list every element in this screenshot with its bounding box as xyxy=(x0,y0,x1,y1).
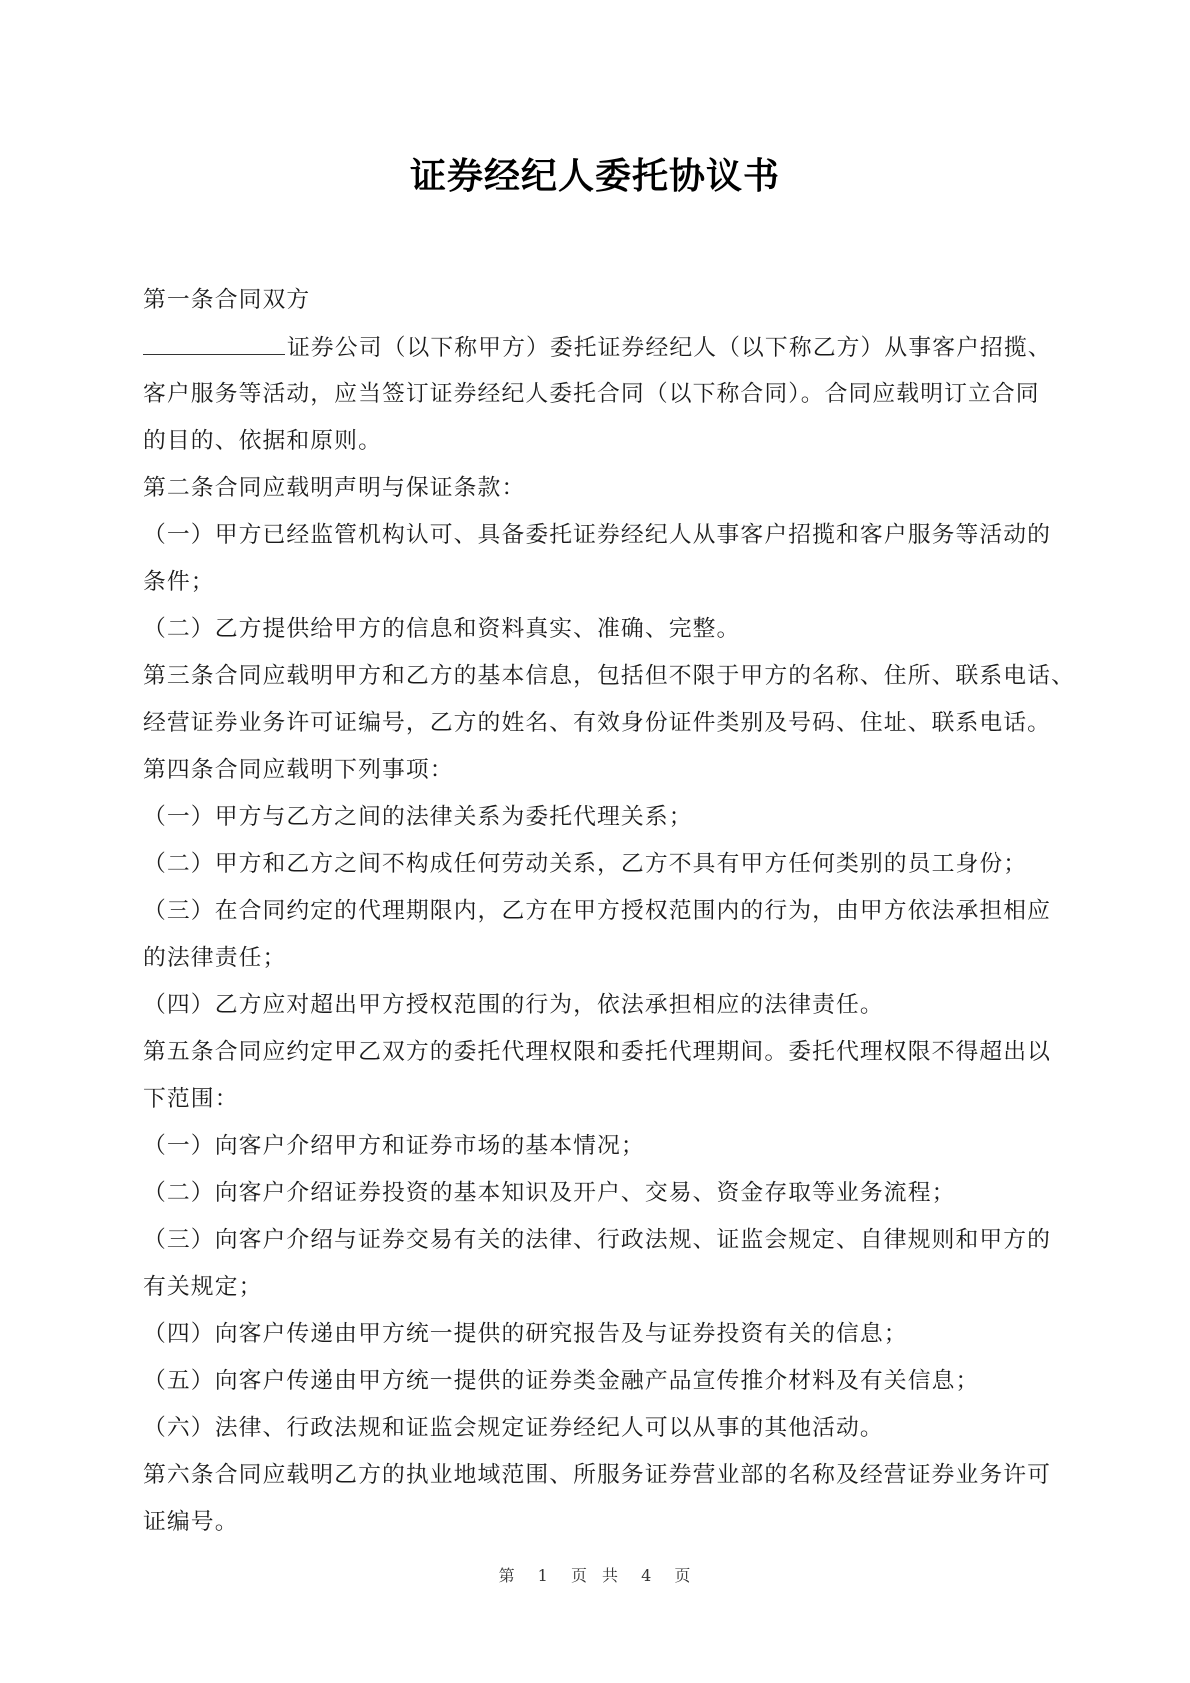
document-line xyxy=(143,1035,1055,1082)
document-line xyxy=(143,518,1055,565)
line-text: 第四条合同应载明下列事项： xyxy=(143,757,454,783)
line-text: 第二条合同应载明声明与保证条款： xyxy=(143,475,526,501)
document-line xyxy=(143,424,1055,471)
document-line xyxy=(143,1129,1055,1176)
document-title: 证券经纪人委托协议书 xyxy=(409,156,780,197)
line-text: （六）法律、行政法规和证监会规定证券经纪人可以从事的其他活动。 xyxy=(143,1415,884,1441)
footer-prefix: 第 xyxy=(498,1566,516,1585)
document-line xyxy=(143,1458,1055,1505)
document-line xyxy=(143,847,1055,894)
line-text: 条件； xyxy=(143,569,215,595)
line-text: 第六条合同应载明乙方的执业地域范围、所服务证券营业部的名称及经营证券业务许可 xyxy=(143,1462,1052,1488)
line-text: 下范围： xyxy=(143,1086,239,1112)
line-text: 第三条合同应载明甲方和乙方的基本信息，包括但不限于甲方的名称、住所、联系电话、 xyxy=(143,663,1075,689)
line-text: 证券公司（以下称甲方）委托证券经纪人（以下称乙方）从事客户招揽、 xyxy=(287,335,1052,361)
document-line xyxy=(143,1270,1055,1317)
line-text: 有关规定； xyxy=(143,1274,263,1300)
line-text: 经营证券业务许可证编号，乙方的姓名、有效身份证件类别及号码、住址、联系电话。 xyxy=(143,710,1052,736)
line-text: 客户服务等活动，应当签订证券经纪人委托合同（以下称合同）。合同应载明订立合同 xyxy=(143,381,1040,407)
footer-middle: 页 共 xyxy=(570,1566,620,1585)
line-text: （一）甲方与乙方之间的法律关系为委托代理关系； xyxy=(143,804,693,830)
line-text: （二）乙方提供给甲方的信息和资料真实、准确、完整。 xyxy=(143,616,741,642)
document-line xyxy=(143,1223,1055,1270)
line-text: （三）在合同约定的代理期限内，乙方在甲方授权范围内的行为，由甲方依法承担相应 xyxy=(143,898,1052,924)
document-line xyxy=(143,941,1055,988)
document-line xyxy=(143,800,1055,847)
document-line xyxy=(143,1176,1055,1223)
document-body xyxy=(143,283,1075,1552)
fill-in-blank[interactable] xyxy=(143,330,285,355)
document-line xyxy=(143,330,1055,377)
document-line xyxy=(143,1364,1055,1411)
document-line xyxy=(143,659,1075,706)
document-line xyxy=(143,377,1055,424)
document-line xyxy=(143,1411,1055,1458)
document-line xyxy=(143,471,1055,518)
document-line xyxy=(143,706,1055,753)
document-line xyxy=(143,988,1055,1035)
footer-page-number: 1 xyxy=(537,1566,549,1585)
document-line xyxy=(143,565,1055,612)
document-line xyxy=(143,1317,1055,1364)
line-text: （五）向客户传递由甲方统一提供的证券类金融产品宣传推介材料及有关信息； xyxy=(143,1368,980,1394)
line-text: 的法律责任； xyxy=(143,945,287,971)
line-text: （三）向客户介绍与证券交易有关的法律、行政法规、证监会规定、自律规则和甲方的 xyxy=(143,1227,1052,1253)
page-footer xyxy=(0,1563,1190,1586)
line-text: 的目的、依据和原则。 xyxy=(143,428,382,454)
document-line xyxy=(143,283,1055,330)
document-line xyxy=(143,1082,1055,1129)
line-text: 证编号。 xyxy=(143,1509,239,1535)
line-text: （二）甲方和乙方之间不构成任何劳动关系，乙方不具有甲方任何类别的员工身份； xyxy=(143,851,1028,877)
line-text: （一）甲方已经监管机构认可、具备委托证券经纪人从事客户招揽和客户服务等活动的 xyxy=(143,522,1052,548)
document-line xyxy=(143,612,1055,659)
line-text: 第一条合同双方 xyxy=(143,287,311,313)
line-text: （四）向客户传递由甲方统一提供的研究报告及与证券投资有关的信息； xyxy=(143,1321,908,1347)
footer-total-pages: 4 xyxy=(641,1566,653,1585)
line-text: （一）向客户介绍甲方和证券市场的基本情况； xyxy=(143,1133,645,1159)
document-line xyxy=(143,1505,1055,1552)
document-line xyxy=(143,894,1055,941)
line-text: （四）乙方应对超出甲方授权范围的行为，依法承担相应的法律责任。 xyxy=(143,992,884,1018)
line-text: 第五条合同应约定甲乙双方的委托代理权限和委托代理期间。委托代理权限不得超出以 xyxy=(143,1039,1052,1065)
line-text: （二）向客户介绍证券投资的基本知识及开户、交易、资金存取等业务流程； xyxy=(143,1180,956,1206)
footer-suffix: 页 xyxy=(674,1566,692,1585)
document-line xyxy=(143,753,1055,800)
